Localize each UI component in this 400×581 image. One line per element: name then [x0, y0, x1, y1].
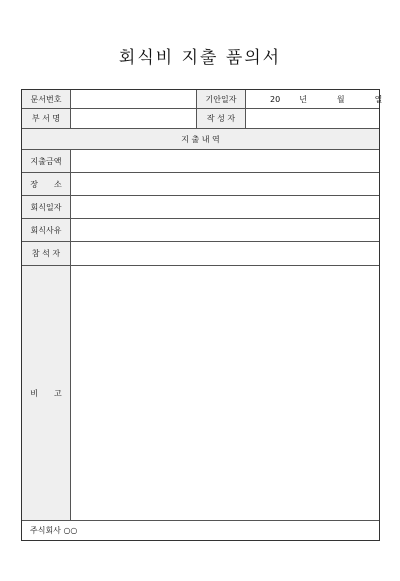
- author-field[interactable]: [245, 109, 381, 128]
- field-label: 회식사유: [22, 219, 70, 241]
- row-dinner-date: [22, 196, 379, 219]
- expense-form-table: [21, 89, 383, 541]
- expense-amount-field[interactable]: [70, 150, 381, 172]
- date-month-unit: 월: [336, 94, 345, 104]
- section-expense-details: [22, 129, 379, 150]
- field-label: 참 석 자: [22, 242, 70, 265]
- doc-number-label: 문서번호: [22, 90, 70, 108]
- remarks-field[interactable]: [70, 266, 381, 520]
- draft-date-field[interactable]: [245, 90, 381, 108]
- dinner-reason-field[interactable]: [70, 219, 381, 241]
- date-year-unit: 년: [299, 94, 307, 104]
- place-field[interactable]: [70, 173, 381, 195]
- department-label: 부 서 명: [22, 109, 70, 128]
- row-remarks: [22, 266, 379, 521]
- section-title: 지 출 내 역: [181, 134, 220, 144]
- field-label: 지출금액: [22, 150, 70, 172]
- date-day-unit: 일: [374, 94, 383, 104]
- company-footer: [22, 520, 379, 540]
- page-title: 회식비 지출 품의서: [118, 48, 282, 68]
- row-place: [22, 173, 379, 196]
- field-label: 회식일자: [22, 196, 70, 218]
- doc-number-field[interactable]: [70, 90, 196, 108]
- date-year-prefix: 20: [270, 94, 281, 104]
- department-field[interactable]: [70, 109, 196, 128]
- company-name: 주식회사 ○○: [30, 525, 78, 535]
- field-label: 장 소: [22, 173, 70, 195]
- draft-date-label: 기안일자: [196, 90, 245, 108]
- row-dinner-reason: [22, 219, 379, 242]
- attendees-field[interactable]: [70, 242, 381, 265]
- dinner-date-field[interactable]: [70, 196, 381, 218]
- row-attendees: [22, 242, 379, 266]
- row-expense-amount: [22, 150, 379, 173]
- row-department: [22, 109, 379, 129]
- author-label: 작 성 자: [196, 109, 245, 128]
- remarks-label: 비 고: [22, 266, 70, 520]
- row-doc-number: [22, 90, 383, 109]
